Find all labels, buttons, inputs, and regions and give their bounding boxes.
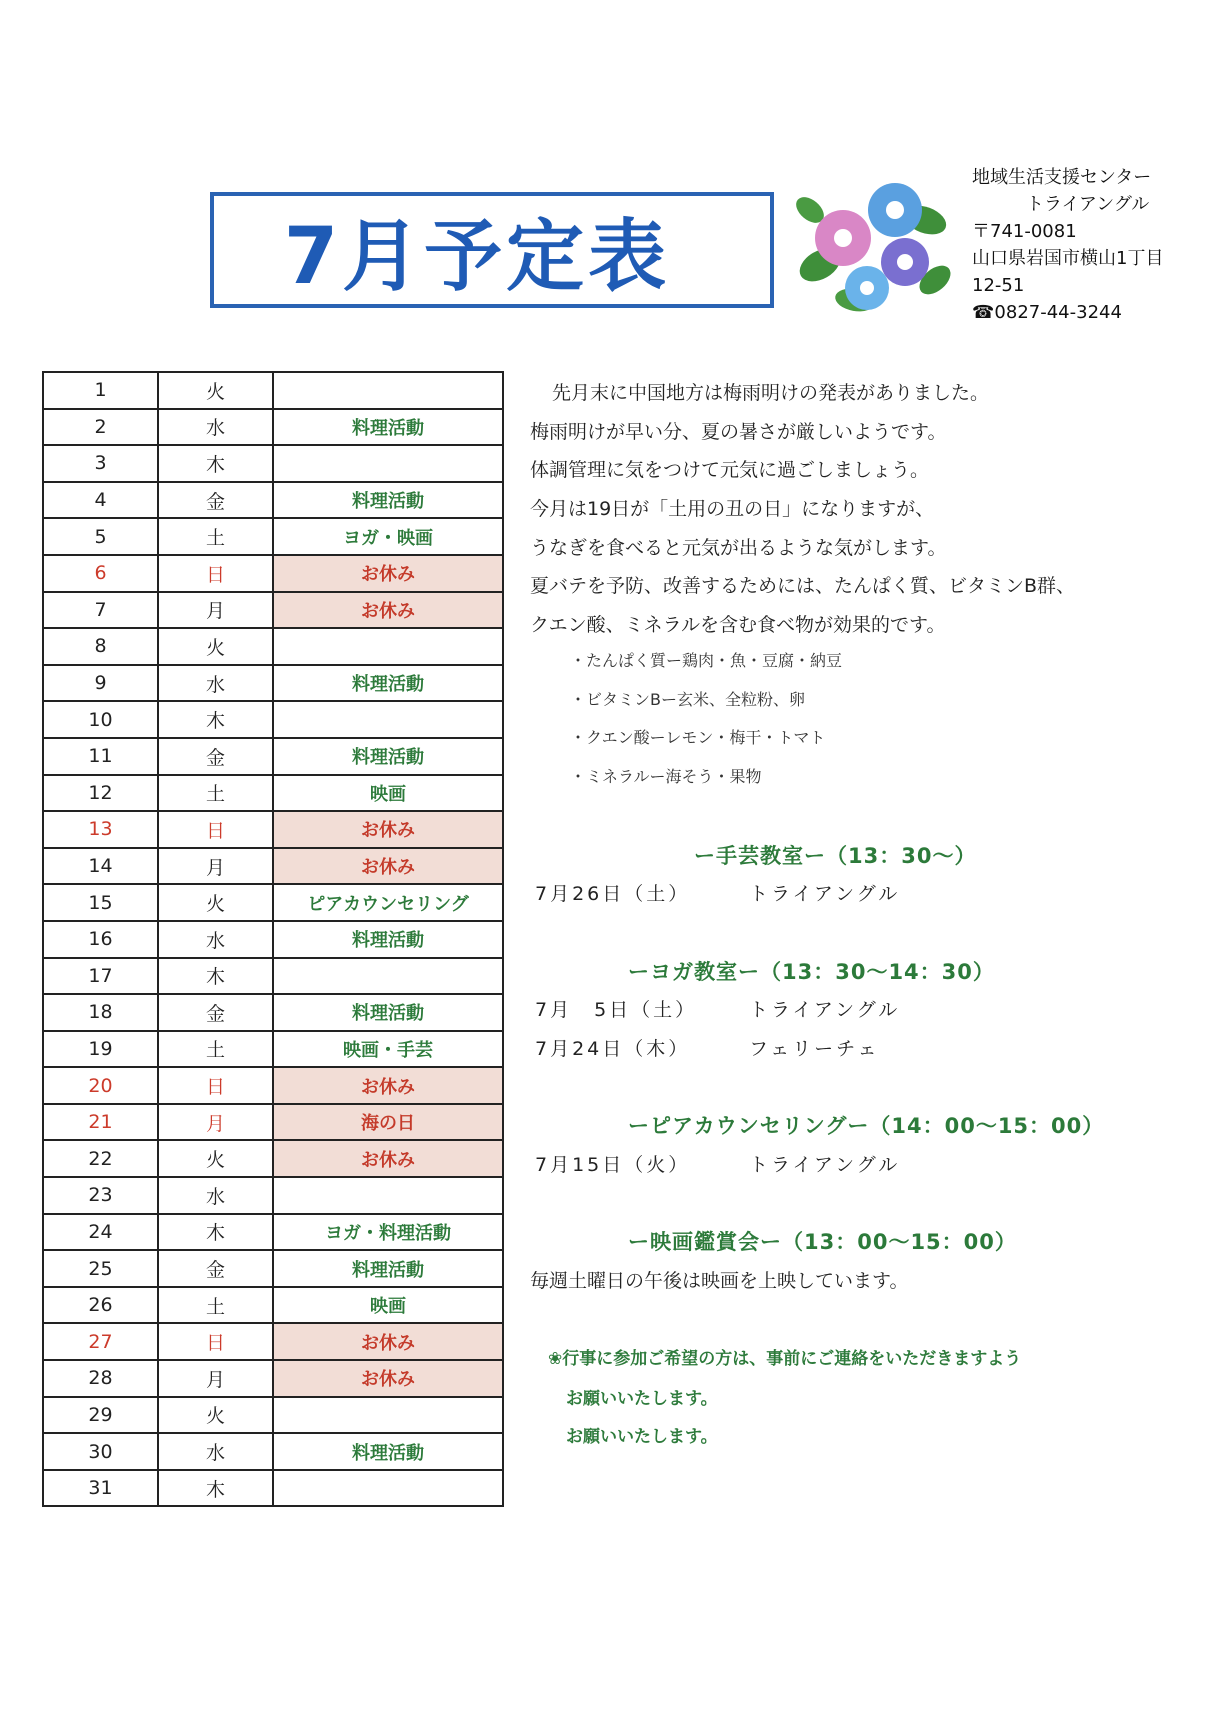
message-line: 梅雨明けが早い分、夏の暑さが厳しいようです。: [530, 420, 947, 443]
schedule-row: [43, 738, 503, 775]
day-cell: 22: [43, 1140, 158, 1177]
weekday-cell: 土: [158, 1031, 273, 1068]
schedule-row: [43, 958, 503, 995]
weekday-cell: 日: [158, 1323, 273, 1360]
footer-notice: お願いいたします。: [566, 1389, 718, 1409]
day-cell: 27: [43, 1323, 158, 1360]
organization-info: [972, 164, 1163, 326]
day-cell: 2: [43, 409, 158, 446]
movie-heading: ー映画鑑賞会ー（13：00〜15：00）: [628, 1230, 1017, 1254]
schedule-row: [43, 1067, 503, 1104]
weekday-cell: 月: [158, 592, 273, 629]
peer-counseling-heading: ーピアカウンセリングー（14：00〜15：00）: [628, 1114, 1105, 1138]
message-line: 今月は19日が「土用の丑の日」になりますが、: [530, 498, 935, 521]
weekday-cell: 日: [158, 1067, 273, 1104]
weekday-cell: 金: [158, 738, 273, 775]
day-cell: 3: [43, 445, 158, 482]
schedule-row: [43, 445, 503, 482]
day-cell: 23: [43, 1177, 158, 1214]
activity-cell: お休み: [273, 1140, 503, 1177]
message-line: クエン酸、ミネラルを含む食べ物が効果的です。: [530, 614, 946, 637]
event-date: 7月24日（木）: [535, 1038, 691, 1060]
lightblue-flower-icon: [845, 266, 889, 310]
day-cell: 24: [43, 1214, 158, 1251]
schedule-row: [43, 555, 503, 592]
food-item: ・ミネラルー海そう・果物: [570, 766, 762, 786]
food-item: ・ビタミンBー玄米、全粒粉、卵: [570, 689, 805, 709]
org-phone: ☎0827-44-3244: [972, 302, 1122, 323]
event-date: 7月15日（火）: [535, 1154, 691, 1176]
schedule-row: [43, 921, 503, 958]
weekday-cell: 金: [158, 482, 273, 519]
activity-cell: 海の日: [273, 1104, 503, 1141]
weekday-cell: 火: [158, 628, 273, 665]
activity-cell: 映画・手芸: [273, 1031, 503, 1068]
day-cell: 10: [43, 701, 158, 738]
schedule-row: [43, 1397, 503, 1434]
activity-cell: 料理活動: [273, 482, 503, 519]
purple-flower-icon: [881, 238, 929, 286]
weekday-cell: 火: [158, 1397, 273, 1434]
day-cell: 6: [43, 555, 158, 592]
activity-cell: [273, 958, 503, 995]
weekday-cell: 火: [158, 884, 273, 921]
weekday-cell: 土: [158, 518, 273, 555]
weekday-cell: 金: [158, 1250, 273, 1287]
day-cell: 5: [43, 518, 158, 555]
day-cell: 14: [43, 848, 158, 885]
activity-cell: 映画: [273, 1287, 503, 1324]
weekday-cell: 木: [158, 1214, 273, 1251]
pink-flower-icon: [815, 210, 871, 266]
weekday-cell: 水: [158, 921, 273, 958]
schedule-row: [43, 518, 503, 555]
day-cell: 16: [43, 921, 158, 958]
page-title: 7月予定表: [283, 212, 671, 302]
activity-cell: お休み: [273, 555, 503, 592]
weekday-cell: 水: [158, 665, 273, 702]
org-name: 地域生活支援センター: [972, 167, 1152, 188]
schedule-row: [43, 1323, 503, 1360]
activity-cell: 映画: [273, 775, 503, 812]
day-cell: 29: [43, 1397, 158, 1434]
footer-notice: お願いいたします。: [566, 1427, 718, 1447]
day-cell: 12: [43, 775, 158, 812]
day-cell: 19: [43, 1031, 158, 1068]
weekday-cell: 土: [158, 1287, 273, 1324]
activity-cell: お休み: [273, 1360, 503, 1397]
schedule-table: [42, 371, 504, 1507]
schedule-row: [43, 628, 503, 665]
peer-counseling-row: [535, 1150, 900, 1177]
day-cell: 7: [43, 592, 158, 629]
org-subname: トライアングル: [1026, 194, 1150, 215]
schedule-row: [43, 1214, 503, 1251]
craft-row: [535, 879, 900, 906]
day-cell: 18: [43, 994, 158, 1031]
food-item: ・クエン酸ーレモン・梅干・トマト: [570, 728, 826, 747]
org-postal: 〒741-0081: [972, 221, 1077, 242]
activity-cell: [273, 1177, 503, 1214]
footer-notice: ❀行事に参加ご希望の方は、事前にご連絡をいただきますよう: [548, 1349, 1022, 1369]
event-date: 7月26日（土）: [535, 883, 691, 905]
day-cell: 30: [43, 1433, 158, 1470]
activity-cell: [273, 445, 503, 482]
day-cell: 9: [43, 665, 158, 702]
activity-cell: ヨガ・映画: [273, 518, 503, 555]
schedule-row: [43, 701, 503, 738]
weekday-cell: 木: [158, 445, 273, 482]
craft-heading: ー手芸教室ー（13：30〜）: [694, 844, 977, 868]
day-cell: 8: [43, 628, 158, 665]
event-place: トライアングル: [749, 883, 901, 905]
weekday-cell: 木: [158, 958, 273, 995]
day-cell: 15: [43, 884, 158, 921]
food-list: [570, 642, 842, 796]
org-address-number: 12-51: [972, 275, 1025, 296]
movie-text: 毎週土曜日の午後は映画を上映しています。: [530, 1270, 909, 1292]
day-cell: 13: [43, 811, 158, 848]
yoga-row: [535, 1034, 880, 1061]
morning-glory-illustration: [795, 180, 955, 315]
activity-cell: お休み: [273, 811, 503, 848]
weekday-cell: 水: [158, 409, 273, 446]
event-date: 7月 5日（土）: [535, 999, 698, 1021]
weekday-cell: 火: [158, 1140, 273, 1177]
weekday-cell: 日: [158, 811, 273, 848]
schedule-row: [43, 848, 503, 885]
activity-cell: ピアカウンセリング: [273, 884, 503, 921]
activity-cell: 料理活動: [273, 1250, 503, 1287]
weekday-cell: 火: [158, 372, 273, 409]
schedule-row: [43, 1360, 503, 1397]
event-place: フェリーチェ: [749, 1038, 880, 1060]
schedule-row: [43, 1177, 503, 1214]
day-cell: 31: [43, 1470, 158, 1507]
event-place: トライアングル: [749, 999, 901, 1021]
activity-cell: ヨガ・料理活動: [273, 1214, 503, 1251]
activity-cell: 料理活動: [273, 994, 503, 1031]
activity-cell: 料理活動: [273, 1433, 503, 1470]
activity-cell: お休み: [273, 1067, 503, 1104]
schedule-row: [43, 1140, 503, 1177]
schedule-row: [43, 372, 503, 409]
schedule-row: [43, 1470, 503, 1507]
title-box: [210, 192, 774, 308]
activity-cell: 料理活動: [273, 665, 503, 702]
message-line: うなぎを食べると元気が出るような気がします。: [530, 536, 947, 559]
activity-cell: [273, 1397, 503, 1434]
activity-cell: [273, 701, 503, 738]
day-cell: 20: [43, 1067, 158, 1104]
weekday-cell: 土: [158, 775, 273, 812]
message-line: 夏バテを予防、改善するためには、たんぱく質、ビタミンB群、: [530, 575, 1076, 598]
day-cell: 28: [43, 1360, 158, 1397]
weekday-cell: 月: [158, 1104, 273, 1141]
weekday-cell: 金: [158, 994, 273, 1031]
day-cell: 11: [43, 738, 158, 775]
schedule-row: [43, 811, 503, 848]
activity-cell: [273, 1470, 503, 1507]
schedule-row: [43, 592, 503, 629]
schedule-row: [43, 1104, 503, 1141]
schedule-row: [43, 1433, 503, 1470]
schedule-row: [43, 1287, 503, 1324]
yoga-row: [535, 995, 900, 1022]
blue-flower-icon: [868, 183, 922, 237]
weekday-cell: 水: [158, 1433, 273, 1470]
activity-cell: お休み: [273, 848, 503, 885]
schedule-row: [43, 1031, 503, 1068]
day-cell: 26: [43, 1287, 158, 1324]
yoga-heading: ーヨガ教室ー（13：30〜14：30）: [628, 960, 995, 984]
activity-cell: 料理活動: [273, 409, 503, 446]
schedule-row: [43, 884, 503, 921]
weekday-cell: 月: [158, 1360, 273, 1397]
schedule-row: [43, 994, 503, 1031]
food-item: ・たんぱく質ー鶏肉・魚・豆腐・納豆: [570, 651, 843, 670]
event-place: トライアングル: [749, 1154, 901, 1176]
day-cell: 21: [43, 1104, 158, 1141]
schedule-row: [43, 775, 503, 812]
schedule-row: [43, 665, 503, 702]
day-cell: 25: [43, 1250, 158, 1287]
day-cell: 4: [43, 482, 158, 519]
activity-cell: お休み: [273, 592, 503, 629]
schedule-row: [43, 1250, 503, 1287]
weekday-cell: 木: [158, 701, 273, 738]
message-line: 先月末に中国地方は梅雨明けの発表がありました。: [552, 382, 990, 404]
day-cell: 1: [43, 372, 158, 409]
weekday-cell: 水: [158, 1177, 273, 1214]
schedule-row: [43, 409, 503, 446]
activity-cell: [273, 372, 503, 409]
activity-cell: お休み: [273, 1323, 503, 1360]
schedule-row: [43, 482, 503, 519]
weekday-cell: 木: [158, 1470, 273, 1507]
schedule-table-body: [43, 372, 503, 1506]
message-line: 体調管理に気をつけて元気に過ごしましょう。: [530, 459, 930, 482]
activity-cell: [273, 628, 503, 665]
org-address: 山口県岩国市横山1丁目: [972, 248, 1164, 269]
day-cell: 17: [43, 958, 158, 995]
activity-cell: 料理活動: [273, 921, 503, 958]
activity-cell: 料理活動: [273, 738, 503, 775]
weekday-cell: 月: [158, 848, 273, 885]
weekday-cell: 日: [158, 555, 273, 592]
monthly-message: [530, 374, 1210, 645]
